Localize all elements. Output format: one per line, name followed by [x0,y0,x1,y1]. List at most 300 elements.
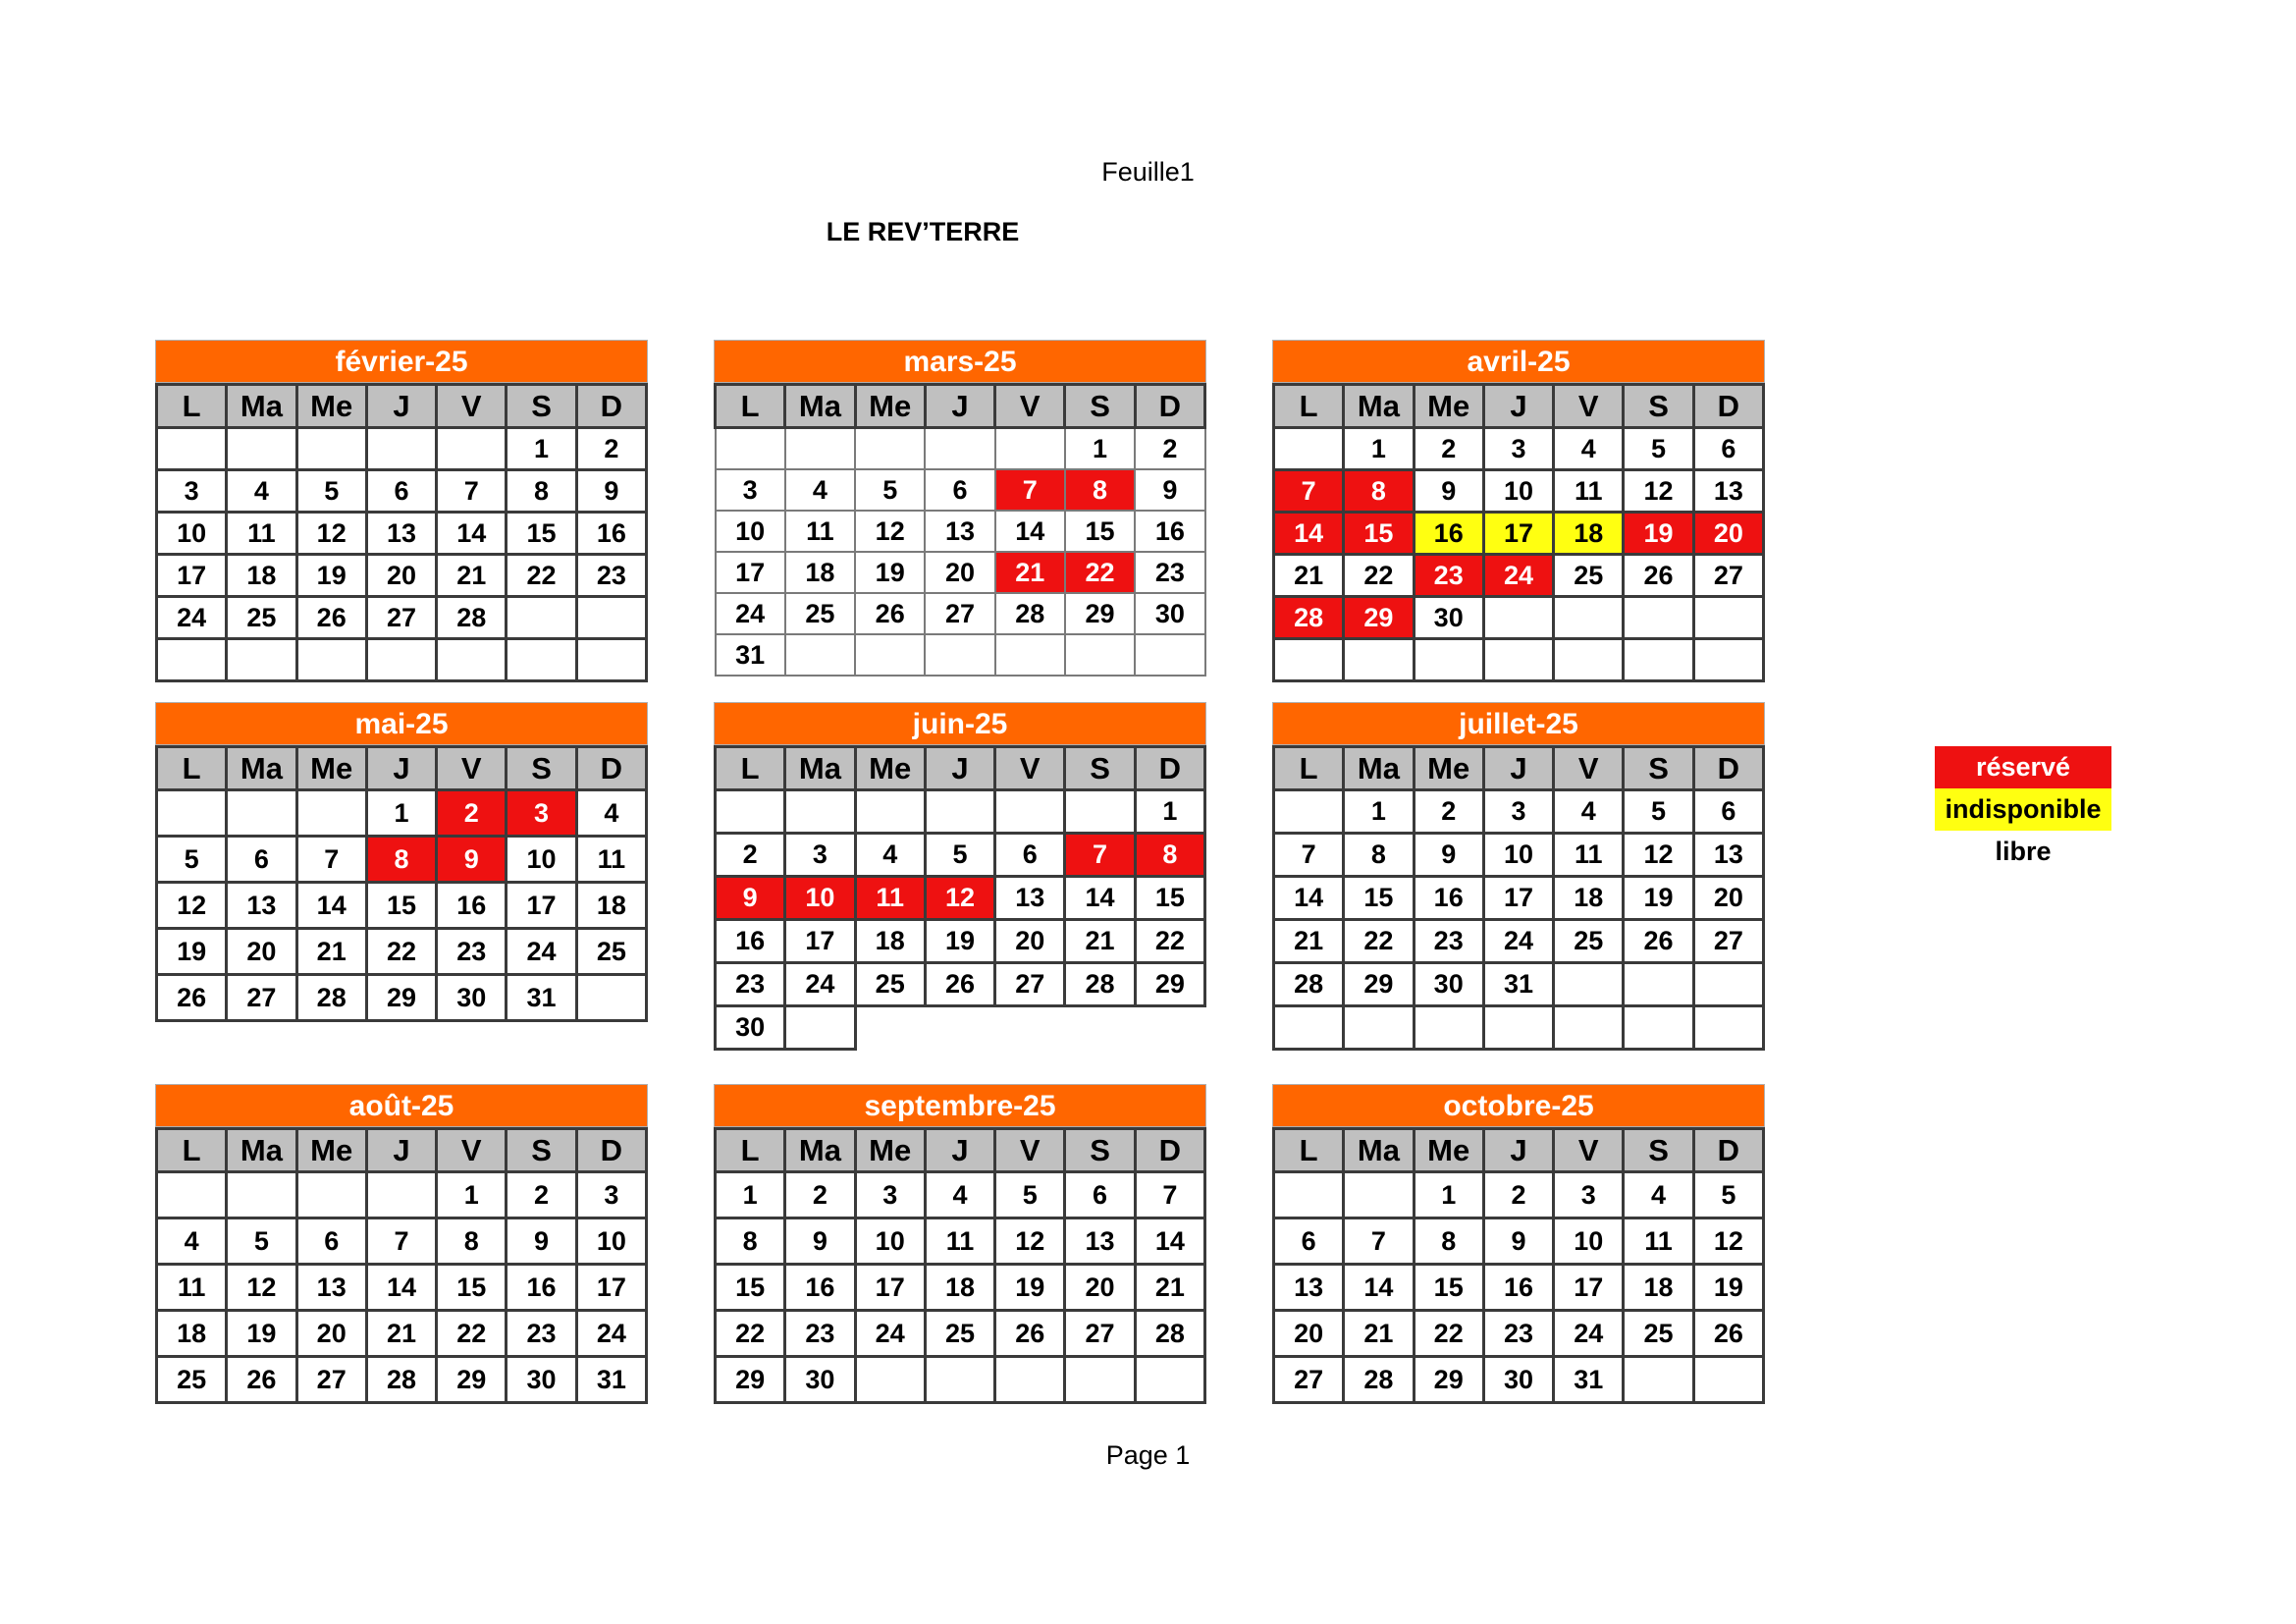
weekday-header: Ma [1344,385,1414,428]
weekday-header: D [576,1129,646,1172]
weekday-header: S [1065,1129,1135,1172]
month-calendar [155,1084,648,1404]
weekday-header: V [437,385,507,428]
day-cell: 1 [716,1172,785,1218]
day-cell: 17 [157,555,227,597]
day-cell: 7 [1344,1218,1414,1265]
day-cell: 20 [1693,877,1763,920]
day-cell: 3 [507,790,576,837]
day-cell: 25 [1554,555,1624,597]
day-cell: 14 [366,1265,436,1311]
empty-cell [366,639,436,681]
day-cell: 22 [1065,552,1135,593]
weekday-header: J [1483,747,1553,790]
day-cell: 10 [1483,470,1553,513]
day-cell: 22 [1344,920,1414,963]
day-cell: 24 [1483,555,1553,597]
empty-cell [1693,1357,1763,1403]
day-cell: 5 [1693,1172,1763,1218]
day-cell: 1 [1135,790,1204,834]
day-cell: 30 [1483,1357,1553,1403]
day-cell: 4 [1554,428,1624,470]
empty-cell [1065,1357,1135,1403]
empty-cell [1693,597,1763,639]
day-cell: 24 [855,1311,925,1357]
weekday-header: Me [1414,385,1483,428]
empty-cell [1135,634,1204,676]
day-cell: 14 [1135,1218,1204,1265]
day-cell: 4 [576,790,646,837]
weekday-header: L [716,1129,785,1172]
day-cell: 22 [1414,1311,1483,1357]
day-cell: 16 [576,513,646,555]
empty-cell [1274,428,1344,470]
day-cell: 14 [1274,513,1344,555]
day-cell: 7 [366,1218,436,1265]
day-cell: 29 [1344,963,1414,1006]
day-cell: 4 [925,1172,994,1218]
day-cell: 17 [716,552,785,593]
day-cell: 3 [1483,428,1553,470]
day-cell: 23 [1414,920,1483,963]
day-cell: 8 [507,470,576,513]
day-cell: 23 [785,1311,855,1357]
day-cell: 14 [1274,877,1344,920]
day-cell: 4 [227,470,296,513]
weekday-header: D [1693,385,1763,428]
empty-cell [296,790,366,837]
day-cell: 29 [1344,597,1414,639]
weekday-header: D [1693,747,1763,790]
day-cell: 15 [1414,1265,1483,1311]
empty-cell [925,1006,994,1050]
empty-cell [1554,1006,1624,1050]
day-cell: 22 [507,555,576,597]
day-cell: 17 [1483,877,1553,920]
document-title: LE REV’TERRE [826,217,1020,246]
day-cell: 9 [507,1218,576,1265]
day-cell: 21 [1065,920,1135,963]
day-cell: 13 [1274,1265,1344,1311]
empty-cell [1483,639,1553,681]
empty-cell [995,1006,1065,1050]
day-cell: 26 [855,593,925,634]
day-cell: 11 [227,513,296,555]
weekday-header: V [995,385,1065,428]
day-cell: 26 [1624,920,1693,963]
weekday-header: L [1274,747,1344,790]
day-cell: 22 [437,1311,507,1357]
day-cell: 9 [785,1218,855,1265]
weekday-header: L [716,385,785,428]
weekday-header: L [1274,385,1344,428]
day-cell: 24 [1554,1311,1624,1357]
weekday-header: Ma [227,385,296,428]
day-cell: 24 [785,963,855,1006]
day-cell: 9 [1414,470,1483,513]
day-cell: 18 [785,552,855,593]
day-cell: 10 [1554,1218,1624,1265]
day-cell: 8 [716,1218,785,1265]
day-cell: 10 [507,837,576,883]
day-cell: 11 [157,1265,227,1311]
empty-cell [1135,1357,1204,1403]
weekday-header: L [157,1129,227,1172]
day-cell: 9 [1135,469,1204,511]
day-cell: 19 [1693,1265,1763,1311]
day-cell: 4 [785,469,855,511]
weekday-header: V [1554,385,1624,428]
day-cell: 17 [507,883,576,929]
weekday-header: S [1624,747,1693,790]
day-cell: 14 [437,513,507,555]
day-cell: 19 [1624,513,1693,555]
month-calendar [155,702,648,1022]
month-title: août-25 [155,1084,648,1127]
day-cell: 15 [1344,877,1414,920]
weekday-header: D [1135,747,1204,790]
day-cell: 28 [1135,1311,1204,1357]
day-cell: 27 [366,597,436,639]
day-cell: 3 [855,1172,925,1218]
weekday-header: Me [296,747,366,790]
weekday-header: Me [1414,747,1483,790]
empty-cell [366,428,436,470]
day-cell: 31 [1483,963,1553,1006]
day-cell: 3 [1554,1172,1624,1218]
day-cell: 2 [437,790,507,837]
month-calendar [714,1084,1206,1404]
day-cell: 30 [785,1357,855,1403]
day-cell: 19 [296,555,366,597]
day-cell: 7 [296,837,366,883]
weekday-header: Ma [1344,747,1414,790]
day-cell: 12 [855,511,925,552]
day-cell: 12 [227,1265,296,1311]
day-cell: 19 [995,1265,1065,1311]
weekday-header: D [1693,1129,1763,1172]
day-cell: 29 [1414,1357,1483,1403]
sheet-name: Feuille1 [1101,157,1195,187]
day-cell: 29 [1135,963,1204,1006]
day-cell: 20 [296,1311,366,1357]
day-cell: 21 [995,552,1065,593]
day-cell: 15 [437,1265,507,1311]
day-cell: 27 [1693,920,1763,963]
empty-cell [716,790,785,834]
empty-cell [1624,963,1693,1006]
day-cell: 21 [437,555,507,597]
day-cell: 1 [1344,428,1414,470]
empty-cell [157,639,227,681]
empty-cell [507,639,576,681]
day-cell: 11 [576,837,646,883]
weekday-header: V [437,747,507,790]
day-cell: 26 [157,975,227,1021]
day-cell: 5 [1624,790,1693,834]
day-cell: 12 [296,513,366,555]
day-cell: 20 [227,929,296,975]
day-cell: 5 [855,469,925,511]
empty-cell [296,639,366,681]
empty-cell [1414,1006,1483,1050]
empty-cell [1624,639,1693,681]
day-cell: 8 [437,1218,507,1265]
day-cell: 9 [1483,1218,1553,1265]
day-cell: 26 [1693,1311,1763,1357]
day-cell: 20 [1693,513,1763,555]
day-cell: 23 [576,555,646,597]
day-cell: 23 [437,929,507,975]
day-cell: 6 [1065,1172,1135,1218]
empty-cell [1274,639,1344,681]
day-cell: 25 [925,1311,994,1357]
day-cell: 26 [995,1311,1065,1357]
weekday-header: L [1274,1129,1344,1172]
day-cell: 25 [785,593,855,634]
day-cell: 5 [995,1172,1065,1218]
day-cell: 13 [1693,834,1763,877]
month-calendar [714,340,1206,677]
weekday-header: S [1065,385,1135,428]
day-cell: 28 [1065,963,1135,1006]
day-cell: 28 [296,975,366,1021]
day-cell: 18 [576,883,646,929]
day-cell: 19 [157,929,227,975]
month-title: avril-25 [1272,340,1765,383]
empty-cell [1274,790,1344,834]
weekday-header: V [437,1129,507,1172]
day-cell: 31 [1554,1357,1624,1403]
weekday-header: J [366,1129,436,1172]
empty-cell [1065,1006,1135,1050]
day-cell: 13 [995,877,1065,920]
empty-cell [1693,1006,1763,1050]
day-cell: 26 [925,963,994,1006]
empty-cell [1065,790,1135,834]
weekday-header: V [1554,1129,1624,1172]
weekday-header: Ma [785,385,855,428]
day-cell: 7 [437,470,507,513]
day-cell: 27 [296,1357,366,1403]
day-cell: 1 [507,428,576,470]
day-cell: 6 [1693,428,1763,470]
day-cell: 18 [1554,877,1624,920]
empty-cell [227,790,296,837]
day-cell: 21 [1135,1265,1204,1311]
day-cell: 19 [925,920,994,963]
day-cell: 24 [1483,920,1553,963]
month-calendar [714,702,1206,1051]
day-cell: 7 [1274,834,1344,877]
day-cell: 1 [1414,1172,1483,1218]
day-cell: 8 [1344,470,1414,513]
weekday-header: J [1483,1129,1553,1172]
day-cell: 30 [1414,597,1483,639]
weekday-header: L [157,747,227,790]
page-footer: Page 1 [1105,1440,1191,1470]
day-cell: 18 [1624,1265,1693,1311]
day-cell: 25 [227,597,296,639]
month-calendar [1272,1084,1765,1404]
day-cell: 27 [1274,1357,1344,1403]
weekday-header: Me [855,747,925,790]
day-cell: 25 [1624,1311,1693,1357]
empty-cell [995,790,1065,834]
weekday-header: D [1135,1129,1204,1172]
day-cell: 18 [1554,513,1624,555]
day-cell: 26 [227,1357,296,1403]
day-cell: 9 [437,837,507,883]
day-cell: 20 [995,920,1065,963]
day-cell: 28 [1344,1357,1414,1403]
day-cell: 29 [716,1357,785,1403]
day-cell: 23 [507,1311,576,1357]
day-cell: 23 [716,963,785,1006]
empty-cell [296,1172,366,1218]
empty-cell [1554,639,1624,681]
day-cell: 11 [925,1218,994,1265]
day-cell: 15 [366,883,436,929]
day-cell: 24 [507,929,576,975]
day-cell: 31 [716,634,785,676]
empty-cell [576,975,646,1021]
empty-cell [576,597,646,639]
empty-cell [995,428,1065,470]
day-cell: 19 [855,552,925,593]
day-cell: 20 [366,555,436,597]
empty-cell [437,428,507,470]
day-cell: 24 [157,597,227,639]
weekday-header: Me [296,1129,366,1172]
empty-cell [1624,1006,1693,1050]
weekday-header: S [507,1129,576,1172]
day-cell: 30 [1135,593,1204,634]
day-cell: 11 [1554,470,1624,513]
day-cell: 9 [576,470,646,513]
empty-cell [1135,1006,1204,1050]
day-cell: 2 [1483,1172,1553,1218]
day-cell: 23 [1414,555,1483,597]
day-cell: 30 [1414,963,1483,1006]
day-cell: 17 [576,1265,646,1311]
day-cell: 30 [507,1357,576,1403]
weekday-header: Ma [227,1129,296,1172]
month-title: mars-25 [714,340,1206,383]
month-calendar [1272,702,1765,1051]
day-cell: 17 [1483,513,1553,555]
day-cell: 12 [1624,834,1693,877]
day-cell: 28 [437,597,507,639]
day-cell: 5 [296,470,366,513]
day-cell: 8 [1135,834,1204,877]
day-cell: 13 [366,513,436,555]
day-cell: 6 [227,837,296,883]
day-cell: 29 [1065,593,1135,634]
weekday-header: D [576,747,646,790]
day-cell: 27 [1693,555,1763,597]
weekday-header: Me [855,385,925,428]
day-cell: 13 [1065,1218,1135,1265]
empty-cell [157,428,227,470]
day-cell: 8 [1414,1218,1483,1265]
day-cell: 4 [855,834,925,877]
empty-cell [227,428,296,470]
legend [1935,746,2111,873]
weekday-header: S [507,747,576,790]
day-cell: 18 [855,920,925,963]
day-cell: 1 [437,1172,507,1218]
empty-cell [1693,639,1763,681]
empty-cell [1274,1172,1344,1218]
empty-cell [227,639,296,681]
day-cell: 2 [576,428,646,470]
day-cell: 16 [1414,513,1483,555]
day-cell: 18 [925,1265,994,1311]
day-cell: 13 [296,1265,366,1311]
weekday-header: Ma [785,747,855,790]
day-cell: 21 [1274,555,1344,597]
day-cell: 17 [785,920,855,963]
day-cell: 15 [1135,877,1204,920]
day-cell: 27 [995,963,1065,1006]
day-cell: 21 [1344,1311,1414,1357]
day-cell: 8 [1344,834,1414,877]
day-cell: 6 [366,470,436,513]
day-cell: 1 [1344,790,1414,834]
weekday-header: J [366,747,436,790]
day-cell: 5 [1624,428,1693,470]
day-cell: 30 [716,1006,785,1050]
weekday-header: S [1624,385,1693,428]
day-cell: 5 [925,834,994,877]
empty-cell [855,428,925,470]
empty-cell [1483,597,1553,639]
day-cell: 29 [437,1357,507,1403]
day-cell: 27 [925,593,994,634]
day-cell: 3 [576,1172,646,1218]
empty-cell [157,1172,227,1218]
day-cell: 1 [1065,428,1135,470]
day-cell: 4 [1554,790,1624,834]
weekday-header: J [925,747,994,790]
empty-cell [785,1006,855,1050]
day-cell: 10 [855,1218,925,1265]
day-cell: 26 [296,597,366,639]
day-cell: 22 [716,1311,785,1357]
day-cell: 19 [1624,877,1693,920]
weekday-header: Ma [227,747,296,790]
empty-cell [366,1172,436,1218]
day-cell: 25 [576,929,646,975]
empty-cell [785,790,855,834]
weekday-header: Ma [1344,1129,1414,1172]
day-cell: 10 [1483,834,1553,877]
day-cell: 3 [1483,790,1553,834]
day-cell: 7 [1135,1172,1204,1218]
empty-cell [855,1357,925,1403]
day-cell: 15 [716,1265,785,1311]
empty-cell [716,428,785,470]
day-cell: 2 [1414,790,1483,834]
weekday-header: J [925,385,994,428]
day-cell: 6 [296,1218,366,1265]
day-cell: 13 [925,511,994,552]
legend-libre: libre [1995,837,2052,866]
empty-cell [1344,1006,1414,1050]
empty-cell [995,634,1065,676]
day-cell: 14 [995,511,1065,552]
